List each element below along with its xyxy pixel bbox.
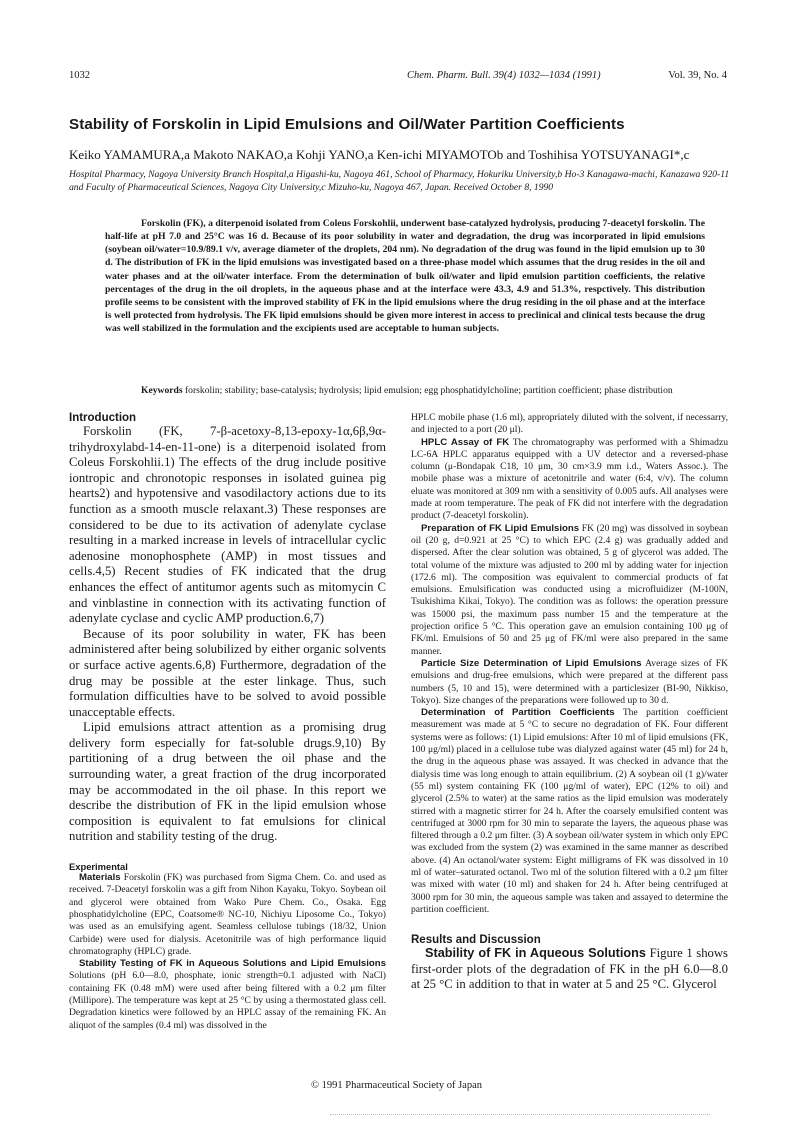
materials-text: Forskolin (FK) was purchased from Sigma Chem. Co. and used as received. 7-Deacetyl forskolin was a gift from Nihon Kayaku, Tokyo. Soybean oil and glycerol were obtained from Wako Pure Chem. Co., Osaka. Egg phosphatidylcholine (EPC, Coatsome® NC-10, Nichiyu Liposome Co., Tokyo) was used as an emulsifying agent. Seamless cellulose tubings (18/32, Union Carbide) were used for dialysis. Acetonitrile was of high performance liquid chromatography (HPLC) grade. <box>69 872 386 957</box>
particle-size-text: Average sizes of FK emulsions and drug-free emulsions, which were prepared at the different pass numbers (5, 10 and 15), were determined with a particlesizer (BI-90, Nikkiso, Tokyo). Size changes of the preparations were followed up to 30 d. <box>411 657 728 706</box>
intro-paragraph-3: Lipid emulsions attract attention as a promising drug delivery form especially for fat-soluble drugs.9,10) By partitioning of a drug between the oil phase and the surrounding water, a great fraction of the drug incorporated may be accommodated in the oil phase. In this report we describe the distribution of FK in the lipid emulsion whose composition is equivalent to fat emulsions for clinical nutrition and stability testing of the drug. <box>69 720 386 844</box>
intro-paragraph-2: Because of its poor solubility in water, FK has been administered after being solubilized by either organic solvents or surface active agents.6,8) Furthermore, degradation of the drug may be possible at the ester linkage. Thus, such formulation difficulties have to be solved to avoid possible unacceptable effects. <box>69 626 386 719</box>
particle-size-paragraph <box>411 658 728 707</box>
results-text: Figure 1 shows first-order plots of the degradation of FK in the pH 6.0—8.0 at 25 °C in addition to that in water at 5 and 25 °C. Glycerol <box>411 946 728 992</box>
hplc-label: HPLC Assay of FK <box>421 436 510 448</box>
affiliations: Hospital Pharmacy, Nagoya University Branch Hospital,a Higashi-ku, Nagoya 461, School of Pharmacy, Hokuriku University,b Ho-3 Kanagawa-machi, Kanazawa 920-11 and Faculty of Pharmaceutical Sciences, Nagoya City University,c Mizuho-ku, Nagoya 467, Japan. Received October 8, 1990 <box>69 169 730 193</box>
materials-label: Materials <box>79 872 121 884</box>
continued-paragraph: HPLC mobile phase (1.6 ml), appropriately diluted with the solvent, if necessarry, and injected to a port (20 μl). <box>411 412 728 436</box>
particle-size-label: Particle Size Determination of Lipid Emulsions <box>421 657 642 669</box>
results-label: Stability of FK in Aqueous Solutions <box>425 946 646 961</box>
results-paragraph <box>411 946 728 993</box>
stability-paragraph <box>69 958 386 1032</box>
preparation-text: FK (20 mg) was dissolved in soybean oil (20 g, d=0.921 at 25 °C) to which EPC (2.4 g) was gradually added and dispersed. After the clear solution was obtained, 5 g of glycerol was added. The total volume of the mixture was adjusted to 200 ml by adding water for injection (172.6 ml). The composition was equivalent to commercial products of fat emulsions. Emulsification was conducted using a microfluidizer (M-100N, Tsukishima Kikai, Tokyo). The condition was as follows: the operation pressure was 15000 psi, the maximum pass number 15 and the temperature at the projection orifice 5 °C. This operation gave an emulsion containing 100 μg of FK/ml. Emulsions of 50 and 25 μg of FK/ml were also prepared in the same manner. <box>411 522 728 657</box>
partition-label: Determination of Partition Coefficients <box>421 707 615 719</box>
partition-text: The partition coefficient measurement was made at 5 °C to secure no degradation of FK. Four different systems were as follows: (1) Lipid emulsions: After 10 ml of lipid emulsions (FK, 100 μg/ml) placed in a cellulose tube was dialyzed against water (45 ml) for 24 h, the drug in the aqueous phase was assayed. It was checked in advance that the dialysis time was long enough to attain equilibrium. (2) A soybean oil (1 g)/water (55 ml) system containing FK (100 μg/ml of water), EPC (12% to oil) and glycerol (2.5% to water) at the same ratios as the lipid emulsion was moderately stirred with a magnetic stirrer for 24 h. After the coarsely emulsified content was centrifuged at 3000 rpm for 30 min to separate the layers, the aqueous phase was filtered through a 0.2 μm filter. (3) A soybean oil/water system in which only EPC was excluded from the system (2) was examined in the same manner as described above. (4) An octanol/water system: Eight milligrams of FK was dissolved in 10 ml of water–saturated octanol. Two ml of the solution filtered with a 0.2 μm filter was mixed with water (10 ml) and shaken for 24 h. After being centrifuged at 3000 rpm for 30 min, the aqueous sample was taken and assayed to determine the partition coefficient. <box>411 707 728 915</box>
partition-paragraph <box>411 707 728 916</box>
article-title: Stability of Forskolin in Lipid Emulsions and Oil/Water Partition Coefficients <box>69 116 625 133</box>
journal-citation: Chem. Pharm. Bull. 39(4) 1032—1034 (1991) <box>407 70 601 81</box>
copyright-footer: © 1991 Pharmaceutical Society of Japan <box>311 1080 482 1091</box>
introduction-heading: Introduction <box>69 412 137 424</box>
footer-rule <box>330 1114 710 1115</box>
keywords-text: forskolin; stability; base-catalysis; hydrolysis; lipid emulsion; egg phosphatidylcholine; partition coefficient; phase distribution <box>184 384 673 396</box>
intro-paragraph-1: Forskolin (FK, 7-β-acetoxy-8,13-epoxy-1α,6β,9α-trihydroxylabd-14-en-11-one) is a diterpenoid isolated from Coleus Forskohlii.1) The effects of the drug include positive iontropic and chronotopic responses in isolated guinea pig hearts2) and hypotensive and vasodilactory actions due to its function as a smooth muscle relaxant.3) These responses are considered to be due to its activation of adenylate cyclase resulting in a marked increase in levels of intracellular cyclic adenosine monophosphete (AMP) in most tissues and cells.4,5) Recent studies of FK indicated that the drug enhances the effect of antitumor agents such as mitomycin C and vinblastine in connection with its activating function of adenylate cyclase and cyclic AMP production.6,7) <box>69 424 386 626</box>
keywords-label: Keywords <box>141 384 183 396</box>
hplc-paragraph <box>411 437 728 523</box>
preparation-label: Preparation of FK Lipid Emulsions <box>421 522 580 534</box>
stability-label: Stability Testing of FK in Aqueous Solutions and Lipid Emulsions <box>79 958 386 970</box>
results-heading: Results and Discussion <box>411 934 541 947</box>
experimental-heading: Experimental <box>69 861 128 873</box>
author-list: Keiko YAMAMURA,a Makoto NAKAO,a Kohji YANO,a Ken-ichi MIYAMOTOb and Toshihisa YOTSUYANAGI*,c <box>69 147 690 162</box>
volume-issue: Vol. 39, No. 4 <box>668 70 727 81</box>
hplc-text: The chromatography was performed with a Shimadzu LC-6A HPLC apparatus equipped with a UV detector and a reversed-phase column (μ-Bondapak C18, 10 μm, 30 cm×3.9 mm i.d., Waters Assoc.). The mobile phase was a mixture of acetonitrile and water (6:4, v/v). The column eluate was monitored at 309 nm with a sensitivity of 0.005 aufs. All analyses were made at room temperature. The peak of FK did not interfere with the degradation product (7-deacetyl forskolin). <box>411 436 728 522</box>
materials-paragraph <box>69 872 386 958</box>
right-column <box>411 412 728 993</box>
left-column <box>69 412 386 1032</box>
stability-text: Solutions (pH 6.0—8.0, phosphate, ionic strength=0.1 adjusted with NaCl) containing FK (0.48 mM) were used after being filtered with a 0.2 μm filter (Millipore). The temperature was kept at 25 °C by using a thermostated glass cell. Degradation kinetics were followed by an HPLC assay of the remaining FK. An aliquot of the samples (0.4 ml) was dissolved in the <box>69 970 386 1031</box>
preparation-paragraph <box>411 523 728 658</box>
keywords <box>105 384 705 397</box>
page-number: 1032 <box>69 70 90 81</box>
abstract: Forskolin (FK), a diterpenoid isolated from Coleus Forskohlii, underwent base-catalyzed hydrolysis, producing 7-deacetyl forskolin. The half-life at pH 7.0 and 25°C was 16 d. Because of its poor solubility in water and degradation, the drug was incorporated in lipid emulsions (soybean oil/water=10.9/89.1 v/v, average diameter of the droplets, 204 nm). No degradation of the drug was found in the lipid emulsion up to 30 d. The distribution of FK in the lipid emulsions was investigated based on a three-phase model which assumes that the drug resides in the oil and water phases and at the oil/water interface. From the determination of bulk oil/water and lipid emulsion partition coefficients, the relative percentages of the drug in the oil droplets, in the aqueous phase and at the interface were 43.3, 4.9 and 51.3%, respctively. This distribution profile seems to be consistent with the improved stability of FK in the lipid emulsions where the drug residing in the oil phase and at the interface is well protected from hydrolysis. The FK lipid emulsions should be given more interest in access to preclinical and clinical tests because the drug was well stabilized in the formulation and the excipients used are acceptable to human subjects. <box>105 217 705 335</box>
